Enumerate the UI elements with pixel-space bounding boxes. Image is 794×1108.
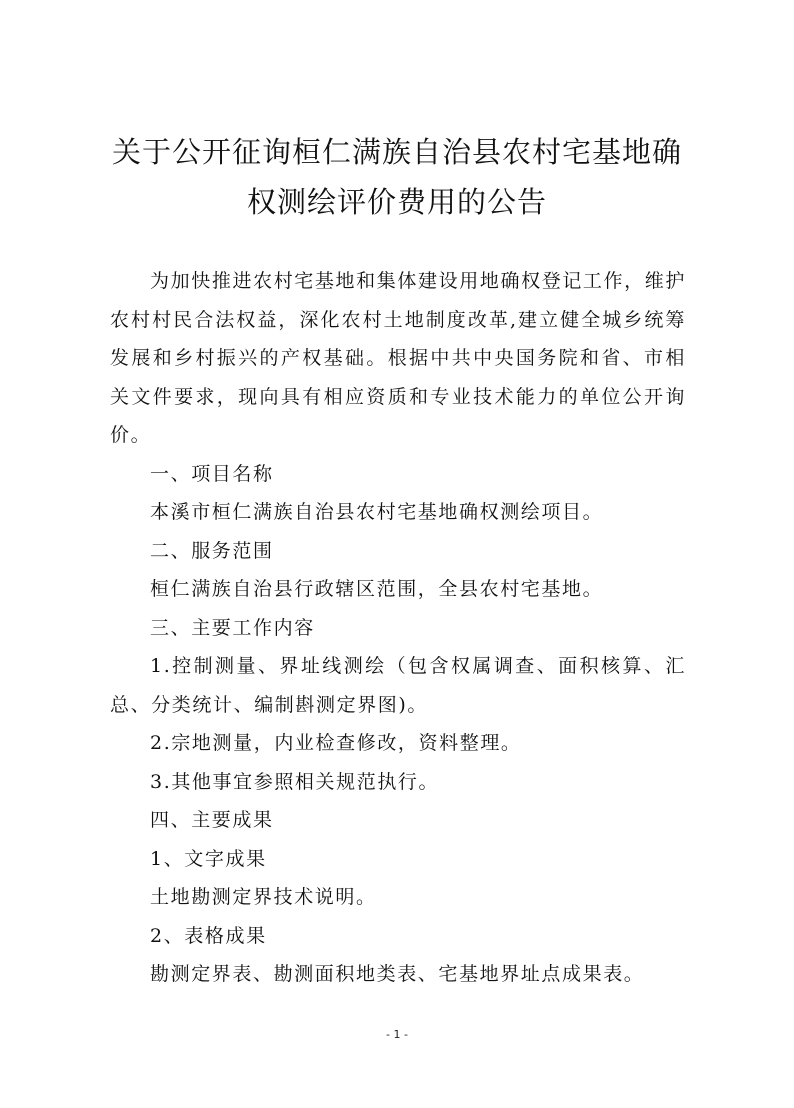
section-heading-main-results: 四、主要成果 — [150, 809, 274, 831]
section-heading-project-name: 一、项目名称 — [150, 462, 274, 485]
document-title-line-2: 权测绘评价费用的公告 — [246, 185, 547, 219]
service-scope-text: 桓仁满族自治县行政辖区范围，全县农村宅基地。 — [150, 578, 604, 600]
work-content-item: 1.控制测量、界址线测绘（包含权属调查、面积核算、汇总、分类统计、编制斟测定界图)。 — [110, 655, 686, 716]
section-heading-service-scope: 二、服务范围 — [150, 539, 274, 562]
intro-paragraph: 为加快推进农村宅基地和集体建设用地确权登记工作，维护农村村民合法权益，深化农村土地制度改革,建立健全城乡统筹发展和乡村振兴的产权基础。根据中共中央国务院和省、市相关文件要求，现向具有相应资质和专业技术能力的单位公开询价。 — [110, 270, 686, 446]
document-body — [110, 262, 686, 994]
section-heading-work-content: 三、主要工作内容 — [150, 616, 315, 639]
project-name-text: 本溪市桓仁满族自治县农村宅基地确权测绘项目。 — [150, 501, 604, 523]
work-content-item: 3.其他事宜参照相关规范执行。 — [150, 770, 440, 793]
results-subheading-text: 1、文字成果 — [150, 847, 267, 870]
results-table-deliverable: 勘测定界表、勘测面积地类表、宅基地界址点成果表。 — [150, 963, 645, 985]
work-content-item: 2.宗地测量，内业检查修改，资料整理。 — [150, 732, 522, 754]
page-number: - 1 - — [386, 1028, 408, 1041]
document-title-line-1: 关于公开征询桓仁满族自治县农村宅基地确 — [111, 135, 682, 169]
results-text-deliverable: 土地勘测定界技术说明。 — [150, 886, 377, 908]
results-subheading-tables: 2、表格成果 — [150, 924, 267, 947]
